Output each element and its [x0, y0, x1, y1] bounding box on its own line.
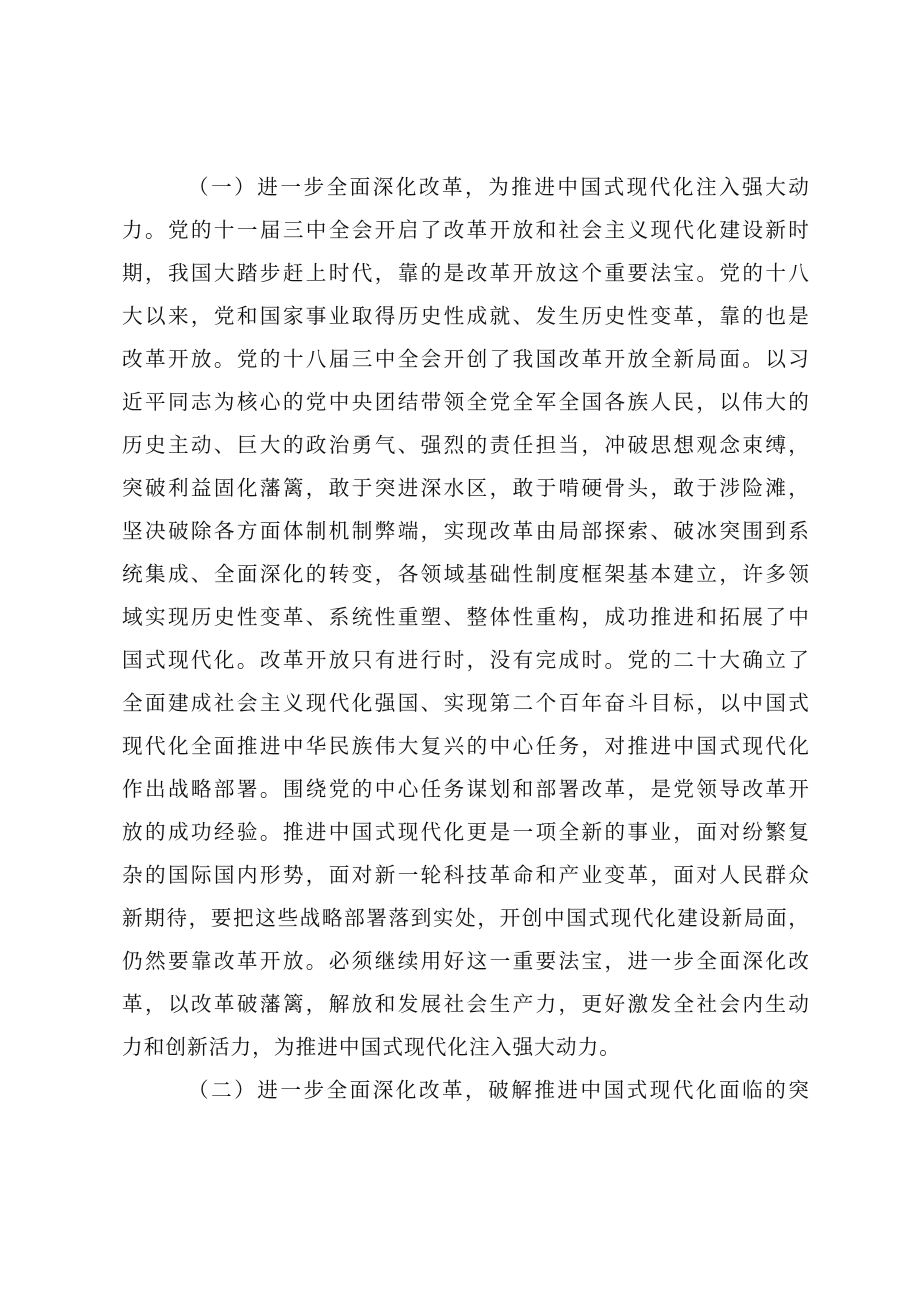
- paragraph-1-line-9: 坚决破除各方面体制机制弊端，实现改革由局部探索、破冰突围到系: [122, 519, 810, 543]
- paragraph-1-line-2: 力。党的十一届三中全会开启了改革开放和社会主义现代化建设新时: [122, 218, 810, 242]
- paragraph-1-line-11: 域实现历史性变革、系统性重塑、整体性重构，成功推进和拓展了中: [122, 605, 810, 629]
- paragraph-1-line-17: 杂的国际国内形势，面对新一轮科技革命和产业变革，面对人民群众: [122, 863, 810, 887]
- paragraph-1-line-14: 现代化全面推进中华民族伟大复兴的中心任务，对推进中国式现代化: [122, 734, 810, 758]
- paragraph-1-line-5: 改革开放。党的十八届三中全会开创了我国改革开放全新局面。以习: [122, 347, 810, 371]
- paragraph-1-line-19: 仍然要靠改革开放。必须继续用好这一重要法宝，进一步全面深化改: [122, 949, 810, 973]
- paragraph-1-line-8: 突破利益固化藩篱，敢于突进深水区，敢于啃硬骨头，敢于涉险滩，: [122, 476, 810, 500]
- paragraph-1-line-12: 国式现代化。改革开放只有进行时，没有完成时。党的二十大确立了: [122, 648, 810, 672]
- paragraph-1-line-1: （一）进一步全面深化改革，为推进中国式现代化注入强大动: [188, 175, 810, 199]
- paragraph-2-line-1: （二）进一步全面深化改革，破解推进中国式现代化面临的突: [188, 1078, 810, 1102]
- paragraph-1-line-4: 大以来，党和国家事业取得历史性成就、发生历史性变革，靠的也是: [122, 304, 810, 328]
- paragraph-1-line-20: 革，以改革破藩篱，解放和发展社会生产力，更好激发全社会内生动: [122, 992, 810, 1016]
- paragraph-1-line-13: 全面建成社会主义现代化强国、实现第二个百年奋斗目标，以中国式: [122, 691, 810, 715]
- paragraph-1-line-15: 作出战略部署。围绕党的中心任务谋划和部署改革，是党领导改革开: [122, 777, 810, 801]
- paragraph-1-line-6: 近平同志为核心的党中央团结带领全党全军全国各族人民，以伟大的: [122, 390, 810, 414]
- paragraph-1-line-10: 统集成、全面深化的转变，各领域基础性制度框架基本建立，许多领: [122, 562, 810, 586]
- document-body: [122, 166, 810, 1112]
- paragraph-1-line-18: 新期待，要把这些战略部署落到实处，开创中国式现代化建设新局面，: [122, 906, 810, 930]
- paragraph-1-line-7: 历史主动、巨大的政治勇气、强烈的责任担当，冲破思想观念束缚，: [122, 433, 810, 457]
- paragraph-1-line-21: 力和创新活力，为推进中国式现代化注入强大动力。: [122, 1035, 621, 1059]
- paragraph-1-line-3: 期，我国大踏步赶上时代，靠的是改革开放这个重要法宝。党的十八: [122, 261, 810, 285]
- paragraph-1-line-16: 放的成功经验。推进中国式现代化更是一项全新的事业，面对纷繁复: [122, 820, 810, 844]
